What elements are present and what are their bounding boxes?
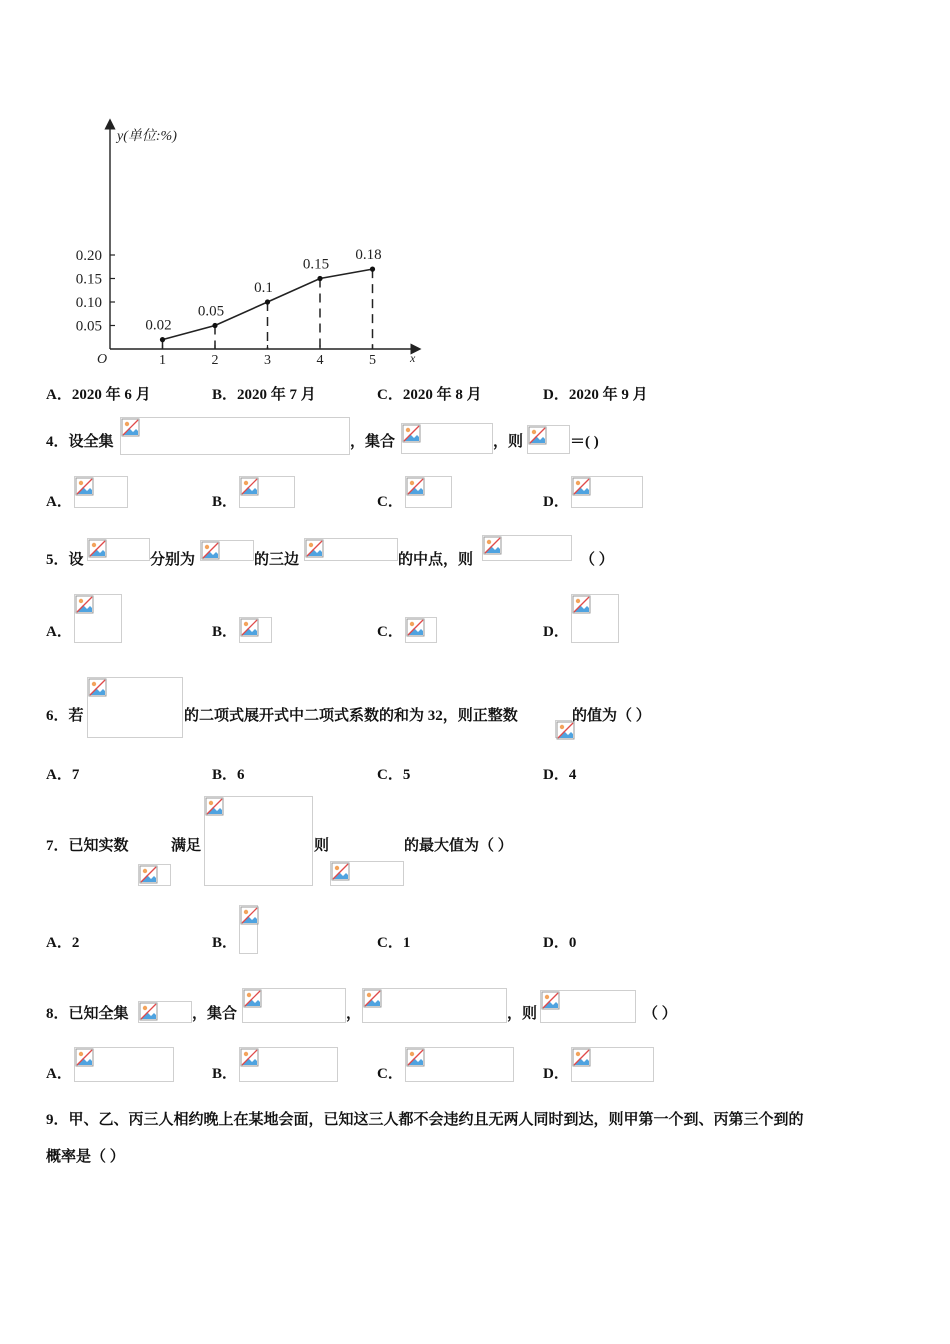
broken-image-icon <box>572 477 591 496</box>
q6-binomial-formula-image <box>87 677 183 738</box>
broken-image-icon <box>240 1048 259 1067</box>
broken-image-icon <box>406 477 425 496</box>
q7-option-b-image[interactable] <box>239 905 258 954</box>
q4-option-b-label[interactable]: B． <box>212 494 238 510</box>
q4-option-c-label[interactable]: C． <box>377 494 403 510</box>
broken-image-icon <box>201 541 220 560</box>
q5-text-1: 5．设 <box>46 552 84 568</box>
broken-image-icon <box>305 539 324 558</box>
q8-expression-image <box>540 990 636 1023</box>
q8-option-d-label[interactable]: D． <box>543 1066 569 1082</box>
q7-option-d[interactable]: D．0 <box>543 935 577 951</box>
broken-image-icon <box>121 418 140 437</box>
q4-option-d-label[interactable]: D． <box>543 494 569 510</box>
q3-option-d[interactable]: D．2020 年 9 月 <box>543 387 648 403</box>
q7-variables-image <box>138 864 171 886</box>
q5-text-5: （ ） <box>580 552 614 568</box>
q7-option-b-label[interactable]: B． <box>212 935 238 951</box>
q8-text-2: ，集合 <box>192 1006 238 1022</box>
x-tick-label: 1 <box>159 353 166 368</box>
q5-text-3: 的三边 <box>254 552 300 568</box>
q5-option-a-label[interactable]: A． <box>46 624 72 640</box>
x-tick-label: 5 <box>369 353 376 368</box>
q6-text-3: 的值为（ ） <box>572 708 651 724</box>
q5-points-formula-image <box>87 538 150 561</box>
q5-option-d-label[interactable]: D． <box>543 624 569 640</box>
broken-image-icon <box>363 989 382 1008</box>
q4-text-1: 4．设全集 <box>46 434 114 450</box>
q9-text-line-1: 9．甲、乙、丙三人相约晚上在某地会面，已知这三人都不会违约且无两人同时到达，则甲第一个到、丙第三个到的 <box>46 1112 804 1128</box>
q4-option-c-image[interactable] <box>405 476 452 508</box>
broken-image-icon <box>572 595 591 614</box>
q6-option-b[interactable]: B．6 <box>212 767 245 783</box>
broken-image-icon <box>75 595 94 614</box>
x-tick-label: 4 <box>316 353 324 368</box>
q8-text-3: ， <box>346 1006 362 1022</box>
y-tick-label: 0.05 <box>75 318 102 335</box>
q8-text-1: 8．已知全集 <box>46 1006 129 1022</box>
q6-option-a[interactable]: A．7 <box>46 767 80 783</box>
q3-option-c[interactable]: C．2020 年 8 月 <box>377 387 482 403</box>
broken-image-icon <box>240 477 259 496</box>
q7-constraints-image <box>204 796 313 886</box>
q5-triangle-formula-image <box>200 540 254 561</box>
broken-image-icon <box>406 1048 425 1067</box>
q4-option-b-image[interactable] <box>239 476 295 508</box>
x-tick-label: 3 <box>264 353 271 368</box>
q7-objective-image <box>330 861 404 886</box>
q7-text-1: 7．已知实数 <box>46 838 129 854</box>
q4-option-a-image[interactable] <box>74 476 128 508</box>
q3-option-a[interactable]: A．2020 年 6 月 <box>46 387 151 403</box>
q4-set-formula-image <box>401 423 493 454</box>
data-label: 0.05 <box>197 303 225 320</box>
data-label: 0.18 <box>355 247 382 264</box>
q5-vector-expression-image <box>482 535 572 561</box>
q7-option-c[interactable]: C．1 <box>377 935 411 951</box>
q7-option-a[interactable]: A．2 <box>46 935 80 951</box>
broken-image-icon <box>88 678 107 697</box>
q6-text-1: 6．若 <box>46 708 84 724</box>
q8-option-a-image[interactable] <box>74 1047 174 1082</box>
q8-set-a-image <box>242 988 346 1023</box>
data-label: 0.15 <box>302 256 330 273</box>
q8-text-4: ，则 <box>507 1006 538 1022</box>
broken-image-icon <box>331 862 350 881</box>
origin-label: O <box>97 352 108 367</box>
q5-option-b-label[interactable]: B． <box>212 624 238 640</box>
q4-text-4: ＝( ) <box>570 434 599 450</box>
broken-image-icon <box>75 1048 94 1067</box>
data-point <box>212 323 217 328</box>
broken-image-icon <box>139 1002 158 1021</box>
q4-universal-set-formula-image <box>120 417 350 455</box>
q6-option-c[interactable]: C．5 <box>377 767 411 783</box>
data-point <box>160 337 165 342</box>
q5-option-b-image[interactable] <box>239 617 272 643</box>
broken-image-icon <box>240 618 259 637</box>
q5-text-4: 的中点，则 <box>398 552 474 568</box>
q6-text-2: 的二项式展开式中二项式系数的和为 32，则正整数 <box>184 708 518 724</box>
x-tick-label: 2 <box>211 353 219 368</box>
q4-option-d-image[interactable] <box>571 476 643 508</box>
q8-text-5: （ ） <box>643 1006 677 1022</box>
q6-option-d[interactable]: D．4 <box>543 767 577 783</box>
q7-text-2: 满足 <box>171 838 202 854</box>
q6-variable-n-image <box>555 720 572 738</box>
q8-set-b-image <box>362 988 507 1023</box>
data-point <box>265 299 270 304</box>
q8-universal-set-image <box>138 1001 192 1023</box>
broken-image-icon <box>483 536 502 555</box>
q8-option-c-image[interactable] <box>405 1047 514 1082</box>
broken-image-icon <box>541 991 560 1010</box>
q8-option-b-image[interactable] <box>239 1047 338 1082</box>
q8-option-a-label[interactable]: A． <box>46 1066 72 1082</box>
q4-text-2: ，集合 <box>350 434 396 450</box>
q7-text-4: 的最大值为（ ） <box>404 838 513 854</box>
q5-sides-formula-image <box>304 538 398 561</box>
broken-image-icon <box>240 906 259 925</box>
y-tick-label: 0.20 <box>75 248 102 264</box>
data-label: 0.1 <box>254 280 273 296</box>
broken-image-icon <box>402 424 421 443</box>
broken-image-icon <box>139 865 158 884</box>
q5-option-d-image[interactable] <box>571 594 619 643</box>
y-tick-label: 0.10 <box>75 295 102 311</box>
q5-option-a-image[interactable] <box>74 594 122 643</box>
trend-line-chart <box>60 110 440 375</box>
broken-image-icon <box>205 797 224 816</box>
y-axis-label: y(单位:%) <box>117 129 177 144</box>
q8-option-d-image[interactable] <box>571 1047 654 1082</box>
y-tick-label: 0.15 <box>75 271 102 288</box>
data-point <box>317 276 322 281</box>
q7-text-3: 则 <box>314 838 330 854</box>
q9-text-line-2: 概率是（ ） <box>46 1149 125 1165</box>
q8-option-c-label[interactable]: C． <box>377 1066 403 1082</box>
q4-option-a-label[interactable]: A． <box>46 494 72 510</box>
broken-image-icon <box>243 989 262 1008</box>
q3-option-b[interactable]: B．2020 年 7 月 <box>212 387 316 403</box>
q8-option-b-label[interactable]: B． <box>212 1066 238 1082</box>
q4-text-3: ，则 <box>493 434 524 450</box>
q5-text-2: 分别为 <box>150 552 196 568</box>
broken-image-icon <box>406 618 425 637</box>
x-axis-label: x <box>410 351 416 365</box>
data-point <box>370 267 375 272</box>
q4-expression-image <box>527 425 570 454</box>
broken-image-icon <box>75 477 94 496</box>
data-label: 0.02 <box>145 317 172 334</box>
broken-image-icon <box>88 539 107 558</box>
q5-option-c-label[interactable]: C． <box>377 624 403 640</box>
q5-option-c-image[interactable] <box>405 617 437 643</box>
broken-image-icon <box>572 1048 591 1067</box>
broken-image-icon <box>528 426 547 445</box>
